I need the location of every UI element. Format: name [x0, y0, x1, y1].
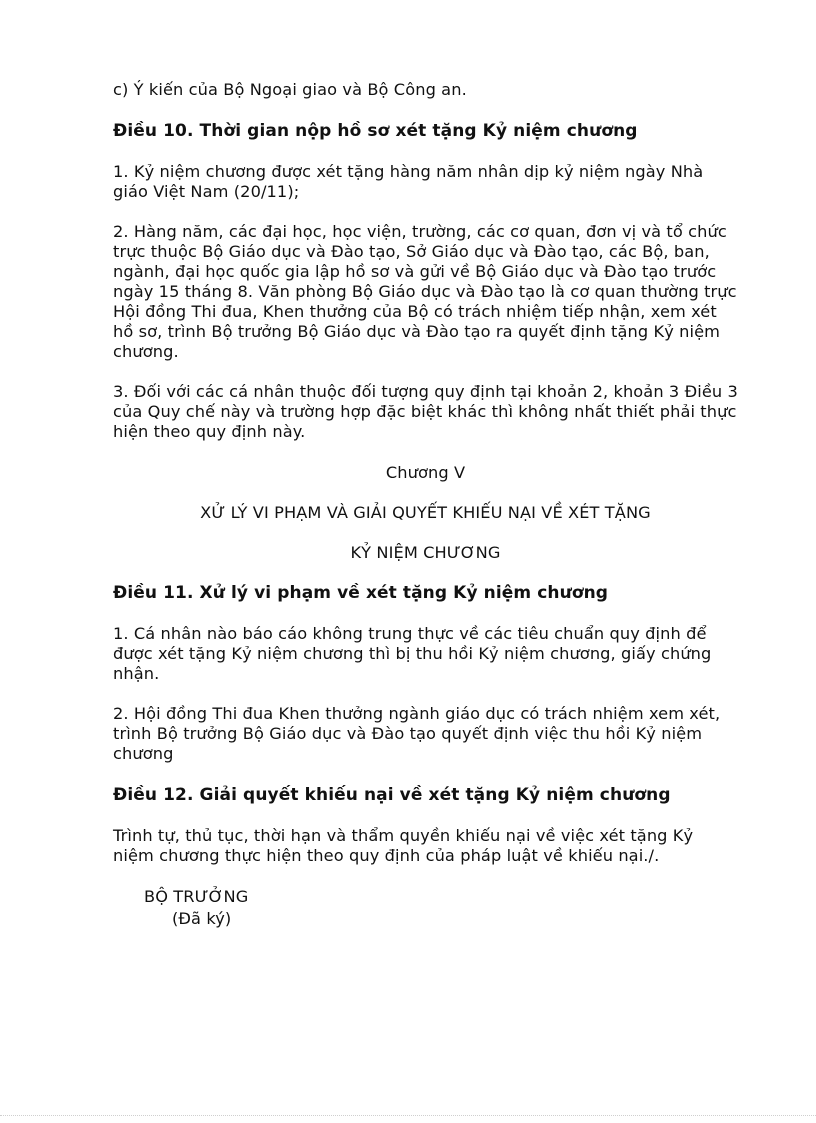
signature-block	[113, 886, 738, 930]
signature-note: (Đã ký)	[172, 909, 232, 928]
article-12-paragraph-1: Trình tự, thủ tục, thời hạn và thẩm quyền khiếu nại về việc xét tặng Kỷ niệm chương thực hiện theo quy định của pháp luật về khiếu nại./.	[113, 826, 694, 865]
signature-title: BỘ TRƯỞNG	[144, 887, 249, 906]
article-11-paragraph-1: 1. Cá nhân nào báo cáo không trung thực về các tiêu chuẩn quy định để được xét tặng Kỷ niệm chương thì bị thu hồi Kỷ niệm chương, giấy chứng nhận.	[113, 624, 712, 683]
article-12-heading: Điều 12. Giải quyết khiếu nại về xét tặng Kỷ niệm chương	[113, 785, 671, 805]
document-page	[113, 80, 738, 930]
article-11-paragraph-2: 2. Hội đồng Thi đua Khen thưởng ngành giáo dục có trách nhiệm xem xét, trình Bộ trưởng Bộ Giáo dục và Đào tạo quyết định việc thu hồi Kỷ niệm chương	[113, 704, 721, 763]
article-10-paragraph-2: 2. Hàng năm, các đại học, học viện, trường, các cơ quan, đơn vị và tổ chức trực thuộc Bộ Giáo dục và Đào tạo, Sở Giáo dục và Đào tạo, các Bộ, ban, ngành, đại học quốc gia lập hồ sơ và gửi về Bộ Giáo dục và Đào tạo trước ngày 15 tháng 8. Văn phòng Bộ Giáo dục và Đào tạo là cơ quan thường trực Hội đồng Thi đua, Khen thưởng của Bộ có trách nhiệm tiếp nhận, xem xét hồ sơ, trình Bộ trưởng Bộ Giáo dục và Đào tạo ra quyết định tặng Kỷ niệm chương.	[113, 222, 737, 361]
chapter-title-line-2: KỶ NIỆM CHƯƠNG	[350, 543, 501, 562]
chapter-label: Chương V	[385, 463, 466, 482]
article-10-paragraph-1: 1. Kỷ niệm chương được xét tặng hàng năm nhân dịp kỷ niệm ngày Nhà giáo Việt Nam (20/11);	[113, 162, 704, 201]
chapter-title-line-1: XỬ LÝ VI PHẠM VÀ GIẢI QUYẾT KHIẾU NẠI VỀ XÉT TẶNG	[200, 503, 651, 522]
item-c-paragraph: c) Ý kiến của Bộ Ngoại giao và Bộ Công an.	[113, 80, 467, 99]
article-10-paragraph-3: 3. Đối với các cá nhân thuộc đối tượng quy định tại khoản 2, khoản 3 Điều 3 của Quy chế này và trường hợp đặc biệt khác thì không nhất thiết phải thực hiện theo quy định này.	[113, 382, 738, 441]
article-11-heading: Điều 11. Xử lý vi phạm về xét tặng Kỷ niệm chương	[113, 583, 609, 603]
page-bottom-border	[0, 1115, 816, 1117]
article-10-heading: Điều 10. Thời gian nộp hồ sơ xét tặng Kỷ niệm chương	[113, 121, 638, 141]
